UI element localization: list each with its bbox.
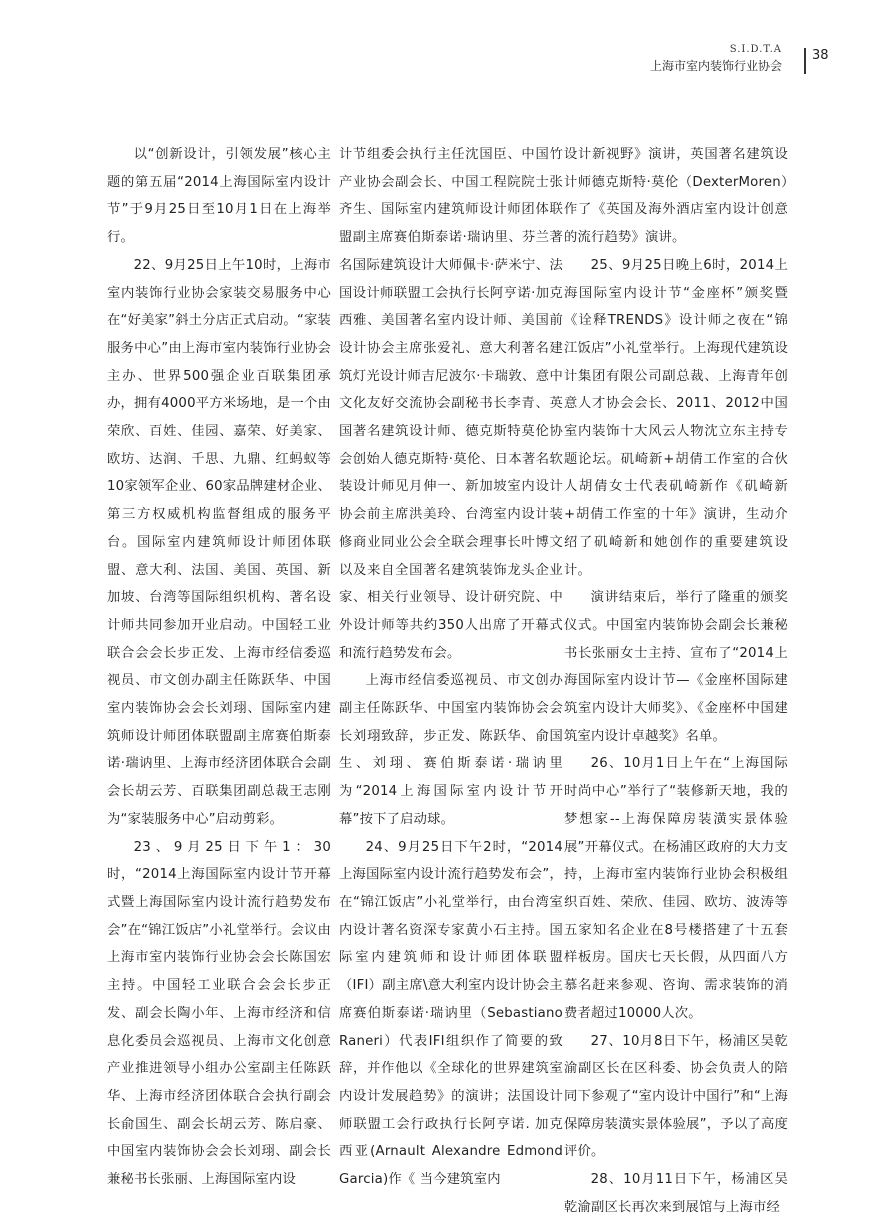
paragraph: 22、9月25日上午10时，上海市室内装饰行业协会家装交易服务中心在“好美家”斜土分店正式启动。“家装服务中心”由上海市室内装饰行业协会主办、世界500强企业百联集团承办，拥有4000平方米场地，是一个由荣欣、百姓、佳园、嘉荣、好美家、欧坊、达润、千思、九鼎、红蚂蚁等10家领军企业、60家品牌建材企业、第三方权威机构监督组成的服务平台。国际室内建筑师设计师团体联盟、意大利、法国、美国、英国、新加坡、台湾等国际组织机构、著名设计师共同参加开业启动。中国轻工业联合会会长步正发、上海市经信委巡视员、市文创办副主任陈跃华、中国室内装饰协会会长刘珝、国际室内建筑师设计师团体联盟副主席赛伯斯泰诺·瑞讷里、上海市经济团体联合会副会长胡云芳、百联集团副总裁王志刚为“家装服务中心”启动剪彩。 — [107, 257, 331, 827]
page-number: 38 — [812, 48, 829, 63]
paragraph: 26、10月1日上午在“上海国际时尚中心”举行了“装修新天地，我的梦想家--上海保障房装潢实景体验展”开幕仪式。在杨浦区政府的大力支持，上海市室内装饰行业协会积极组织百姓、荣欣、佳园、欧坊、波涛等五家知名企业在8号楼搭建了十五套样板房。国庆七天长假，从四面八方慕名赶来参观、咨询、需求装饰的消费者超过10000人次。 — [564, 756, 788, 1021]
association-abbreviation: S.I.D.T.A — [729, 44, 782, 55]
paragraph: 25、9月25日晚上6时，2014上海国际室内设计节“金座杯”颁奖暨《诠释TRENDS》设计师之夜在“锦江饭店”小礼堂举行。上海现代建筑设计集团有限公司副总裁、上海青年创意人才协会会长、2011、2012中国室内装饰十大风云人物沈立东主持专题论坛。矶崎新+胡倩工作室的合伙人胡倩女士代表矶崎新作《矶崎新+胡倩工作室的十年》演讲，生动介绍了矶崎新和她创作的重要建筑设计。 — [564, 257, 788, 578]
association-name: 上海市室内装饰行业协会 — [649, 59, 782, 73]
paragraph: 计节组委会执行主任沈国臣、中国竹产业协会副会长、中国工程院院士张齐生、国际室内建筑师设计师团体联盟副主席赛伯斯泰诺·瑞讷里、芬兰著名国际建筑设计大师佩卡·萨米宁、法国设计师联盟工会执行长阿亨诺·加克西雅、美国著名室内设计师、美国前设计协会主席张爱礼、意大利著名建筑灯光设计师吉尼波尔·卡瑞敦、意中文化友好交流协会副秘书长李青、英国著名建筑设计师、德克斯特莫伦协会创始人德克斯特·莫伦、日本著名软装设计师见月伸一、新加坡室内设计协会前主席洪美玲、台湾室内设计装修商业同业公会全联会理事长叶博文以及来自全国著名建筑装饰龙头企业家、相关行业领导、设计研究院、中外设计师等共约350人出席了开幕式和流行趋势发布会。 — [339, 147, 563, 661]
paragraph: 以“创新设计，引领发展”核心主题的第五届“2014上海国际室内设计节”于9月25日至10月1日在上海举行。 — [107, 147, 331, 246]
paragraph: 上海市经信委巡视员、市文创办副主任陈跃华、中国室内装饰协会会长刘珝致辞，步正发、陈跃华、俞国生、刘珝、赛伯斯泰诺·瑞讷里为“2014上海国际室内设计节开幕”按下了启动球。 — [339, 673, 563, 827]
header-divider — [804, 48, 806, 74]
paragraph: 23、9月25日下午1：30时，“2014上海国际室内设计节开幕式暨上海国际室内设计流行趋势发布会”在“锦江饭店”小礼堂举行。会议由上海市室内装饰行业协会会长陈国宏主持。中国轻工业联合会会长步正发、副会长陶小年、上海市经济和信息化委员会巡视员、上海市文化创意产业推进领导小组办公室副主任陈跃华、上海市经济团体联合会执行副会长俞国生、副会长胡云芳、陈启豪、中国室内装饰协会会长刘珝、副会长兼秘书长张丽、上海国际室内设 — [107, 839, 331, 1188]
paragraph: 演讲结束后，举行了隆重的颁奖仪式。中国室内装饰协会副会长兼秘书长张丽女士主持、宣布了“2014上海国际室内设计节—《金座杯国际建筑室内设计大师奖》、《金座杯中国建筑室内设计卓越奖》名单。 — [564, 590, 788, 744]
paragraph: 24、9月25日下午2时，“2014上海国际室内设计流行趋势发布会”，在“锦江饭店”小礼堂举行，由台湾室内设计著名资深专家黄小石主持。国际室内建筑师和设计师团体联盟（IFI）副主席\意大利室内设计协会主席赛伯斯泰诺·瑞讷里（Sebastiano Raneri）代表IFI组织作了简要的致辞，并作他以《全球化的世界建筑室内设计发展趋势》的演讲；法国设计师联盟工会行政执行长阿亨诺. 加克西亚(Arnault Alexandre Edmond Garcia)作《 当今建筑室内 — [339, 839, 563, 1188]
paragraph: 设计新视野》演讲，英国著名建筑设计师德克斯特·莫伦（DexterMoren）作了《英国及海外酒店室内设计创意的流行趋势》演讲。 — [564, 147, 788, 246]
page-header — [560, 44, 856, 78]
text-column-3 — [564, 141, 788, 1221]
paragraph: 28、10月11日下午，杨浦区吴乾渝副区长再次来到展馆与上海市经 — [564, 1172, 788, 1215]
text-column-2 — [339, 141, 563, 1194]
paragraph: 27、10月8日下午，杨浦区吴乾渝副区长在区科委、协会负责人的陪同下参观了“室内设计中国行”和“上海保障房装潢实景体验展”，予以了高度评价。 — [564, 1033, 788, 1160]
text-column-1 — [107, 141, 331, 1194]
